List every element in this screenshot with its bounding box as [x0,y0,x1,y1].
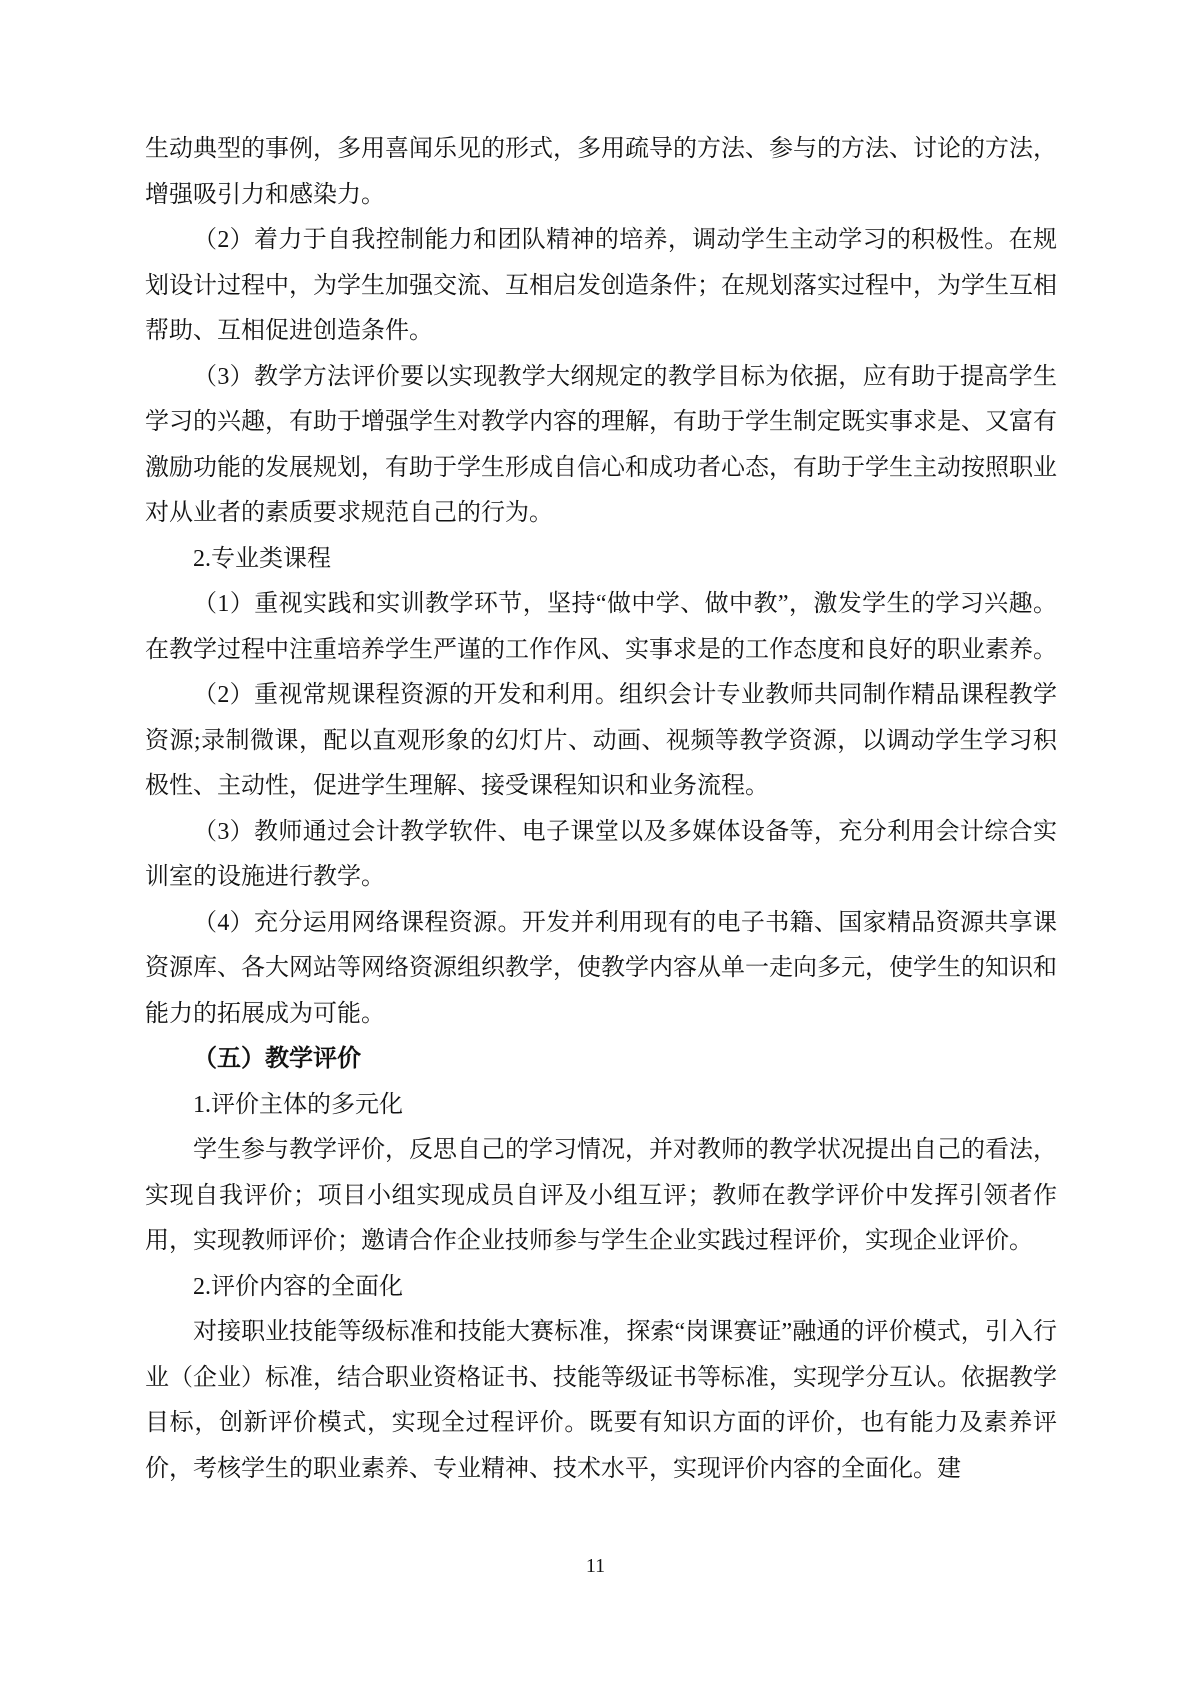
paragraph: 1.评价主体的多元化 [193,1091,403,1118]
paragraph: （2）着力于自我控制能力和团队精神的培养，调动学生主动学习的积极性。在规划设计过程中，为学生加强交流、互相启发创造条件；在规划落实过程中，为学生互相帮助、互相促进创造条件。 [145,227,1057,344]
document-body [145,127,1057,1492]
paragraph: （3）教学方法评价要以实现教学大纲规定的教学目标为依据，应有助于提高学生学习的兴趣，有助于增强学生对教学内容的理解，有助于学生制定既实事求是、又富有激励功能的发展规划，有助于学生形成自信心和成功者心态，有助于学生主动按照职业对从业者的素质要求规范自己的行为。 [145,363,1057,526]
paragraph: 生动典型的事例，多用喜闻乐见的形式，多用疏导的方法、参与的方法、讨论的方法，增强吸引力和感染力。 [145,136,1057,208]
paragraph: 学生参与教学评价，反思自己的学习情况，并对教师的教学状况提出自己的看法，实现自我评价；项目小组实现成员自评及小组互评；教师在教学评价中发挥引领者作用，实现教师评价；邀请合作企业技师参与学生企业实践过程评价，实现企业评价。 [145,1137,1057,1254]
paragraph: 对接职业技能等级标准和技能大赛标准，探索“岗课赛证”融通的评价模式，引入行业（企业）标准，结合职业资格证书、技能等级证书等标准，实现学分互认。依据教学目标，创新评价模式，实现全过程评价。既要有知识方面的评价，也有能力及素养评价，考核学生的职业素养、专业精神、技术水平，实现评价内容的全面化。建 [145,1319,1057,1482]
paragraph: 2.专业类课程 [193,545,331,572]
paragraph: （4）充分运用网络课程资源。开发并利用现有的电子书籍、国家精品资源共享课资源库、各大网站等网络资源组织教学，使教学内容从单一走向多元，使学生的知识和能力的拓展成为可能。 [145,909,1057,1027]
paragraph: （1）重视实践和实训教学环节，坚持“做中学、做中教”，激发学生的学习兴趣。在教学过程中注重培养学生严谨的工作作风、实事求是的工作态度和良好的职业素养。 [145,591,1057,663]
paragraph: 2.评价内容的全面化 [193,1273,403,1300]
section-heading: （五）教学评价 [193,1046,361,1072]
paragraph: （2）重视常规课程资源的开发和利用。组织会计专业教师共同制作精品课程教学资源;录制微课，配以直观形象的幻灯片、动画、视频等教学资源，以调动学生学习积极性、主动性，促进学生理解、接受课程知识和业务流程。 [145,682,1057,799]
page-number: 11 [585,1555,606,1577]
paragraph: （3）教师通过会计教学软件、电子课堂以及多媒体设备等，充分利用会计综合实训室的设施进行教学。 [145,818,1057,890]
